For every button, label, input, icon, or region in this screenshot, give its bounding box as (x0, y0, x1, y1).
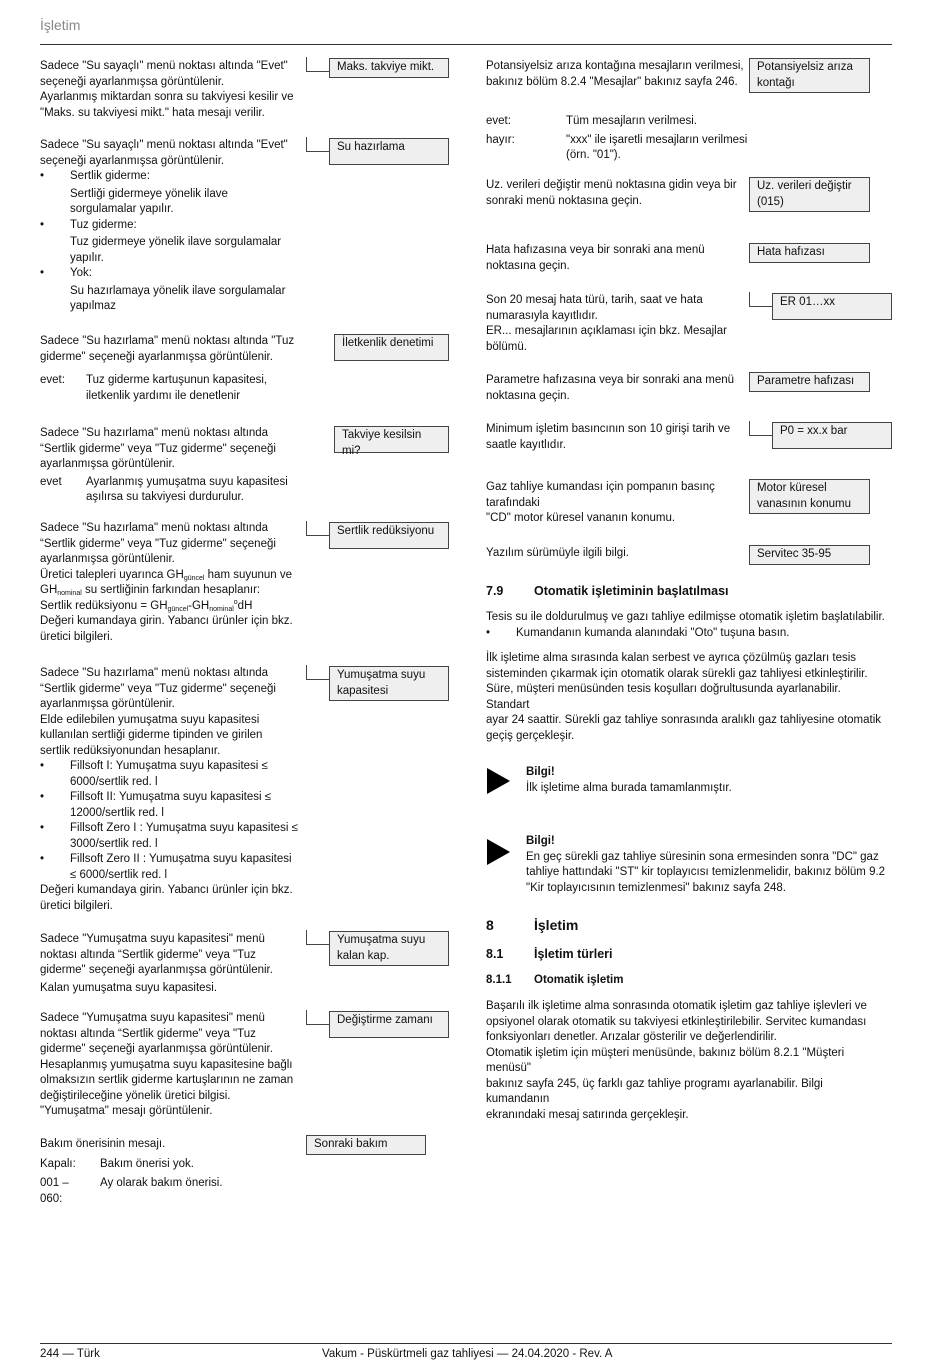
page-header-title: İşletim (40, 17, 81, 33)
text-block-stop-fill: Sadece "Su hazırlama" menü noktası altında “Sertlik giderme” veya "Tuz giderme" seçeneği ayarlanmışsa görüntülenir. evet Ayarlanmış yumuşatma suyu kapasitesi aşılırsa su takviyesi durdurulur. (40, 427, 288, 503)
section-8-1-1-body: Başarılı ilk işletime alma sonrasında otomatik işletim gaz tahliye işlevleri ve opsiyonel olarak otomatik su takviyesi etkinleştirilebilir. Servitec kumandası fonksiyonları denetler. Arızalar gösterilir ve değerlendirilir. Otomatik işletim için müşteri menüsünde, bakınız bölüm 8.2.1 "Müşteri menüsü" bakınız sayfa 245, üç farklı gaz tahliye programı ayarlanabilir. Bilgi kumandanın ekranındaki mesaj satırında gerçekleşir. (486, 1000, 867, 1121)
section-7-9-number: 7.9 (486, 584, 504, 598)
connector-line (306, 137, 307, 151)
definition-list-alarm: evet: Tüm mesajların verilmesi. hayır: "xxx" ile işaretli mesajların verilmesi (örn. "01"). (486, 115, 748, 161)
footer-rule (40, 1343, 892, 1344)
footer-page-number: 244 — Türk (40, 1348, 100, 1360)
connector-line (306, 535, 329, 536)
section-8-1-heading: İşletim türleri (534, 947, 613, 961)
text-block-expert-data: Uz. verileri değiştir menü noktasına gidin veya bir sonraki menü noktasına geçin. (486, 179, 737, 207)
section-8-number: 8 (486, 917, 494, 933)
connector-line (749, 421, 750, 435)
info-arrow-icon (487, 839, 510, 865)
section-7-9-heading: Otomatik işletiminin başlatılması (534, 584, 729, 598)
connector-line (306, 1024, 329, 1025)
text-block-error-list: Son 20 mesaj hata türü, tarih, saat ve hata numarasıyla kayıtlıdır. ER... mesajlarının açıklaması için bkz. Mesajlar bölümü. (486, 294, 727, 353)
text-block-softening-capacity: Sadece "Su hazırlama" menü noktası altında “Sertlik giderme” veya "Tuz giderme" seçeneği ayarlanmışsa görüntülenir. Elde edilebilen yumuşatma suyu kapasitesi kullanılan sertliği giderme tipinden ve girilen sertlik redüksiyonundan hesaplanır. • Fillsoft I: Yumuşatma suyu kapasitesi ≤ 6000/sertlik red. l • Fillsoft II: Yumuşatma suyu kapasitesi ≤ 12000/sertlik red. l • Fillsoft Zero I : Yumuşatma suyu kapasitesi ≤ 3000/sertlik red. l • Fillsoft Zero II : Yumuşatma suyu kapasitesi ≤ 6000/sertlik red. l Değeri kumandaya girin. Yabancı ürünler için bkz. üretici bilgileri. (40, 666, 300, 914)
header-rule (40, 44, 892, 45)
menu-box-min-pressure: P0 = xx.x bar (772, 422, 892, 449)
section-8-1-1-number: 8.1.1 (486, 974, 512, 986)
menu-box-conductivity-monitoring: İletkenlik denetimi (334, 334, 449, 361)
menu-box-water-treatment: Su hazırlama (329, 138, 449, 165)
menu-box-alarm-contact: Potansiyelsiz arıza kontağı (749, 58, 870, 93)
menu-box-error-list: ER 01…xx (772, 293, 892, 320)
info-note-1: Bilgi! İlk işletime alma burada tamamlanmıştır. (526, 766, 732, 794)
footer-document-title: Vakum - Püskürtmeli gaz tahliyesi — 24.04.2020 - Rev. A (322, 1348, 613, 1360)
menu-box-remaining-capacity: Yumuşatma suyu kalan kap. (329, 931, 449, 966)
connector-line (749, 435, 772, 436)
connector-line (306, 1010, 307, 1024)
menu-box-software-version: Servitec 35-95 (749, 545, 870, 565)
text-block-min-pressure: Minimum işletim basıncının son 10 girişi tarih ve saatle kayıtlıdır. (486, 423, 731, 451)
menu-box-max-fill-amount: Maks. takviye mikt. (329, 58, 449, 78)
text-block-motor-valve: Gaz tahliye kumandası için pompanın basınç tarafındaki "CD" motor küresel vananın konumu. (486, 481, 715, 524)
text-block-software: Yazılım sürümüyle ilgili bilgi. (486, 547, 629, 559)
menu-box-error-memory: Hata hafızası (749, 243, 870, 263)
text-block-error-memory: Hata hafızasına veya bir sonraki ana menü noktasına geçin. (486, 244, 705, 272)
text-block-hardness-reduction: Sadece "Su hazırlama" menü noktası altında “Sertlik giderme” veya "Tuz giderme" seçeneği ayarlanmışsa görüntülenir. Üretici talepleri uyarınca $GH_{güncel}$ ham suyunun ve $GH_{nominal}$ su sertliğinin farkından hesaplanır: Sertlik redüksiyonu = $GH_{güncel}-GH_{nominal}^odH$ Değeri kumandaya girin. Yabancı ürünler için bkz. üretici bilgileri. (40, 522, 293, 643)
menu-box-motor-valve: Motor küresel vanasının konumu (749, 479, 870, 514)
menu-box-hardness-reduction: Sertlik redüksiyonu (329, 522, 449, 549)
connector-line (749, 292, 750, 306)
menu-box-parameter-memory: Parametre hafızası (749, 372, 870, 392)
info-note-2: Bilgi! En geç sürekli gaz tahliye süresinin sona ermesinden sonra "DC" gaz tahliye hattındaki "ST" kir toplayıcısı temizlenmelidir, bakınız bölüm 9.2 "Kir toplayıcısının temizlenmesi" bakınız sayfa 248. (526, 835, 886, 894)
connector-line (749, 306, 772, 307)
info-arrow-icon (487, 768, 510, 794)
menu-box-replacement-time: Değiştirme zamanı (329, 1011, 449, 1038)
menu-box-softening-capacity: Yumuşatma suyu kapasitesi (329, 666, 449, 701)
connector-line (306, 679, 329, 680)
connector-line (306, 57, 307, 71)
connector-line (306, 944, 329, 945)
text-block-remaining-capacity: Sadece "Yumuşatma suyu kapasitesi" menü noktası altında “Sertlik giderme” veya "Tuz giderme" seçeneği ayarlanmışsa görüntülenir. Kalan yumuşatma suyu kapasitesi. (40, 933, 273, 994)
section-8-1-number: 8.1 (486, 947, 504, 961)
text-block-water-treatment: Sadece "Su sayaçlı" menü noktası altında "Evet" seçeneği ayarlanmışsa görüntülenir. • Sertlik giderme: Sertliği gidermeye yönelik ilave sorgulamalar yapılır. • Tuz giderme: Tuz gidermeye yönelik ilave sorgulamalar yapılır. • Yok: Su hazırlamaya yönelik ilave sorgulamalar yapılmaz (40, 138, 300, 315)
menu-box-stop-fill: Takviye kesilsin mi? (334, 426, 449, 453)
connector-line (306, 521, 307, 535)
connector-line (306, 665, 307, 679)
text-block-max-fill: Sadece "Su sayaçlı" menü noktası altında "Evet" seçeneği ayarlanmışsa görüntülenir. Ayarlanmış miktardan sonra su takviyesi kesilir ve "Maks. su takviyesi mikt." hata mesajı verilir. (40, 60, 294, 119)
connector-line (306, 930, 307, 944)
text-block-conductivity: Sadece "Su hazırlama" menü noktası altında "Tuz giderme" seçeneği ayarlanmışsa görüntülenir. evet: Tuz giderme kartuşunun kapasitesi, iletkenlik yardımı ile denetlenir (40, 335, 295, 402)
text-block-alarm-contact: Potansiyelsiz arıza kontağına mesajların verilmesi, bakınız bölüm 8.2.4 "Mesajlar" bakınız sayfa 246. (486, 60, 744, 88)
text-block-replacement-time: Sadece "Yumuşatma suyu kapasitesi" menü noktası altında “Sertlik giderme” veya "Tuz giderme" seçeneği ayarlanmışsa görüntülenir. Hesaplanmış yumuşatma suyu kapasitesine bağlı olmaksızın sertlik giderme kartuşlarının ne zaman değiştirileceğine yönelik üretici bilgisi. "Yumuşatma" mesajı görüntülenir. (40, 1012, 294, 1117)
menu-box-next-service: Sonraki bakım (306, 1135, 426, 1155)
section-8-heading: İşletim (534, 917, 579, 933)
text-block-next-service: Bakım önerisinin mesajı. Kapalı: Bakım önerisi yok. 001 – 060: Ay olarak bakım önerisi. (40, 1138, 223, 1205)
text-block-parameter-memory: Parametre hafızasına veya bir sonraki ana menü noktasına geçin. (486, 374, 735, 402)
menu-box-expert-data: Uz. verileri değiştir (015) (749, 177, 870, 212)
section-7-9-body: Tesis su ile doldurulmuş ve gazı tahliye edilmişse otomatik işletim başlatılabilir. • Kumandanın kumanda alanındaki "Oto" tuşuna basın. İlk işletime alma sırasında kalan serbest ve ayrıca çözülmüş gazları tesis sisteminden çıkarmak için otomatik olarak sürekli gaz tahliyesi etkinleştirilir. Süre, müşteri menüsünden tesis koşulları doğrultusunda ayarlanabilir. Standart ayar 24 saattir. Sürekli gaz tahliye sonrasında aralıklı gaz tahliyesine otomatik geçiş gerçekleşir. (486, 610, 886, 744)
connector-line (306, 151, 329, 152)
section-8-1-1-heading: Otomatik işletim (534, 974, 624, 986)
connector-line (306, 71, 329, 72)
